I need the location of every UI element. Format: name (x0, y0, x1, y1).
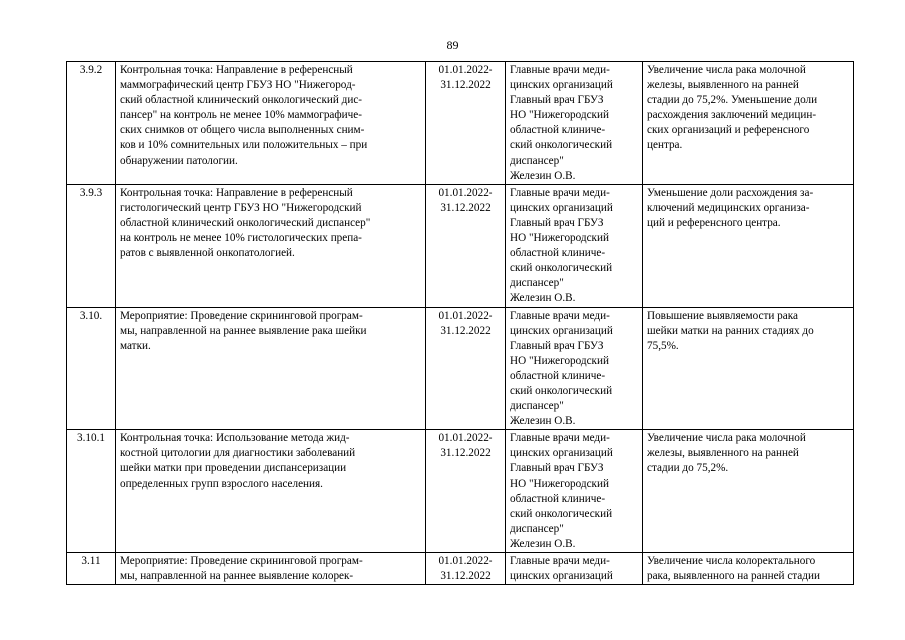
period-cell (426, 553, 506, 585)
text-line: диспансер" (510, 400, 564, 413)
text-line: ский онкологический (510, 262, 613, 275)
text-line: Железин О.В. (510, 169, 576, 182)
text-line: диспансер" (510, 522, 564, 535)
text-line: цинских организаций (510, 79, 613, 92)
text-line: 01.01.2022- (438, 309, 493, 322)
event-cell (116, 307, 426, 430)
text-line: ций и референсного центра. (647, 216, 781, 229)
result-cell (643, 307, 854, 430)
text-line: ков и 10% сомнительных или положительных – при (120, 139, 368, 152)
text-line: ключений медицинских организа- (647, 201, 810, 214)
text-line: диспансер" (510, 154, 564, 167)
text-line: областной клиниче- (510, 124, 606, 137)
responsible-cell (506, 553, 643, 585)
text-line: Главный врач ГБУЗ (510, 94, 604, 107)
text-line: Главные врачи меди- (510, 555, 610, 567)
text-line: расхождения заключений медицин- (647, 109, 817, 122)
text-line: Мероприятие: Проведение скрининговой програм- (120, 555, 363, 567)
text-line: Увеличение числа рака молочной (647, 64, 806, 76)
text-line: ских организаций и референсного (647, 124, 810, 137)
row-number: 3.10. (67, 307, 116, 430)
text-line: областной клиниче- (510, 369, 606, 382)
text-line: стадии до 75,2%. (647, 462, 729, 475)
text-line: Главный врач ГБУЗ (510, 462, 604, 475)
text-line: ский онкологический (510, 139, 613, 152)
table-row (67, 62, 854, 185)
responsible-cell (506, 307, 643, 430)
text-line: 01.01.2022- (438, 186, 493, 199)
text-line: ратов с выявленной онкопатологией. (120, 247, 295, 260)
text-line: Контрольная точка: Использование метода жид- (120, 432, 350, 445)
event-cell (116, 184, 426, 307)
event-cell (116, 553, 426, 585)
text-line: гистологический центр ГБУЗ НО "Нижегородский (120, 201, 362, 214)
text-line: железы, выявленного на ранней (647, 79, 799, 92)
text-line: мы, направленной на раннее выявление колорек- (120, 570, 354, 583)
text-line: цинских организаций (510, 570, 613, 583)
text-line: костной цитологии для диагностики заболеваний (120, 447, 356, 460)
row-number: 3.11 (67, 553, 116, 585)
result-cell (643, 430, 854, 553)
text-line: Железин О.В. (510, 292, 576, 305)
event-cell (116, 62, 426, 185)
text-line: ский областной клинический онкологический дис- (120, 94, 363, 107)
text-line: центра. (647, 139, 683, 152)
text-line: пансер" на контроль не менее 10% маммографиче- (120, 109, 362, 122)
text-line: областной клиниче- (510, 492, 606, 505)
row-number: 3.10.1 (67, 430, 116, 553)
text-line: 31.12.2022 (440, 201, 491, 214)
text-line: стадии до 75,2%. Уменьшение доли (647, 94, 818, 107)
text-line: 31.12.2022 (440, 324, 491, 337)
text-line: Контрольная точка: Направление в референсный (120, 186, 353, 199)
text-line: НО "Нижегородский (510, 354, 609, 367)
period-cell (426, 430, 506, 553)
text-line: диспансер" (510, 277, 564, 290)
text-line: Увеличение числа рака молочной (647, 432, 806, 445)
text-line: Главный врач ГБУЗ (510, 216, 604, 229)
text-line: Железин О.В. (510, 537, 576, 550)
row-number: 3.9.2 (67, 62, 116, 185)
text-line: 01.01.2022- (438, 64, 493, 76)
table-row (67, 307, 854, 430)
text-line: НО "Нижегородский (510, 477, 609, 490)
text-line: Главные врачи меди- (510, 309, 610, 322)
event-cell (116, 430, 426, 553)
text-line: 31.12.2022 (440, 570, 491, 583)
text-line: Главные врачи меди- (510, 432, 610, 445)
text-line: Главные врачи меди- (510, 186, 610, 199)
text-line: матки. (120, 339, 151, 352)
table-row (67, 184, 854, 307)
text-line: Повышение выявляемости рака (647, 309, 798, 322)
row-number: 3.9.3 (67, 184, 116, 307)
period-cell (426, 184, 506, 307)
text-line: 75,5%. (647, 339, 679, 352)
text-line: 01.01.2022- (438, 555, 493, 567)
text-line: 31.12.2022 (440, 447, 491, 460)
table-row (67, 553, 854, 585)
table-row (67, 430, 854, 553)
text-line: НО "Нижегородский (510, 109, 609, 122)
text-line: обнаружении патологии. (120, 154, 238, 167)
text-line: шейки матки при проведении диспансеризации (120, 462, 347, 475)
period-cell (426, 62, 506, 185)
result-cell (643, 553, 854, 585)
text-line: ских снимков от общего числа выполненных сним- (120, 124, 365, 137)
text-line: мы, направленной на раннее выявление рака шейки (120, 324, 367, 337)
text-line: маммографический центр ГБУЗ НО "Нижегород- (120, 79, 356, 92)
text-line: рака, выявленного на ранней стадии (647, 570, 820, 583)
text-line: ский онкологический (510, 507, 613, 520)
text-line: Железин О.В. (510, 415, 576, 428)
text-line: 31.12.2022 (440, 79, 491, 92)
text-line: областной клиниче- (510, 247, 606, 260)
text-line: НО "Нижегородский (510, 232, 609, 245)
responsible-cell (506, 430, 643, 553)
text-line: Увеличение числа колоректального (647, 555, 816, 567)
text-line: Уменьшение доли расхождения за- (647, 186, 814, 199)
text-line: Главный врач ГБУЗ (510, 339, 604, 352)
text-line: шейки матки на ранних стадиях до (647, 324, 814, 337)
responsible-cell (506, 184, 643, 307)
period-cell (426, 307, 506, 430)
text-line: 01.01.2022- (438, 432, 493, 445)
text-line: железы, выявленного на ранней (647, 447, 799, 460)
result-cell (643, 184, 854, 307)
text-line: областной клинический онкологический диспансер" (120, 216, 371, 229)
page-number: 89 (446, 38, 459, 52)
plan-table (66, 61, 854, 585)
text-line: Контрольная точка: Направление в референсный (120, 64, 353, 76)
text-line: цинских организаций (510, 447, 613, 460)
result-cell (643, 62, 854, 185)
text-line: цинских организаций (510, 201, 613, 214)
text-line: Главные врачи меди- (510, 64, 610, 76)
responsible-cell (506, 62, 643, 185)
text-line: на контроль не менее 10% гистологических препа- (120, 232, 362, 245)
text-line: ский онкологический (510, 384, 613, 397)
text-line: Мероприятие: Проведение скрининговой програм- (120, 309, 363, 322)
text-line: цинских организаций (510, 324, 613, 337)
text-line: определенных групп взрослого населения. (120, 477, 323, 490)
